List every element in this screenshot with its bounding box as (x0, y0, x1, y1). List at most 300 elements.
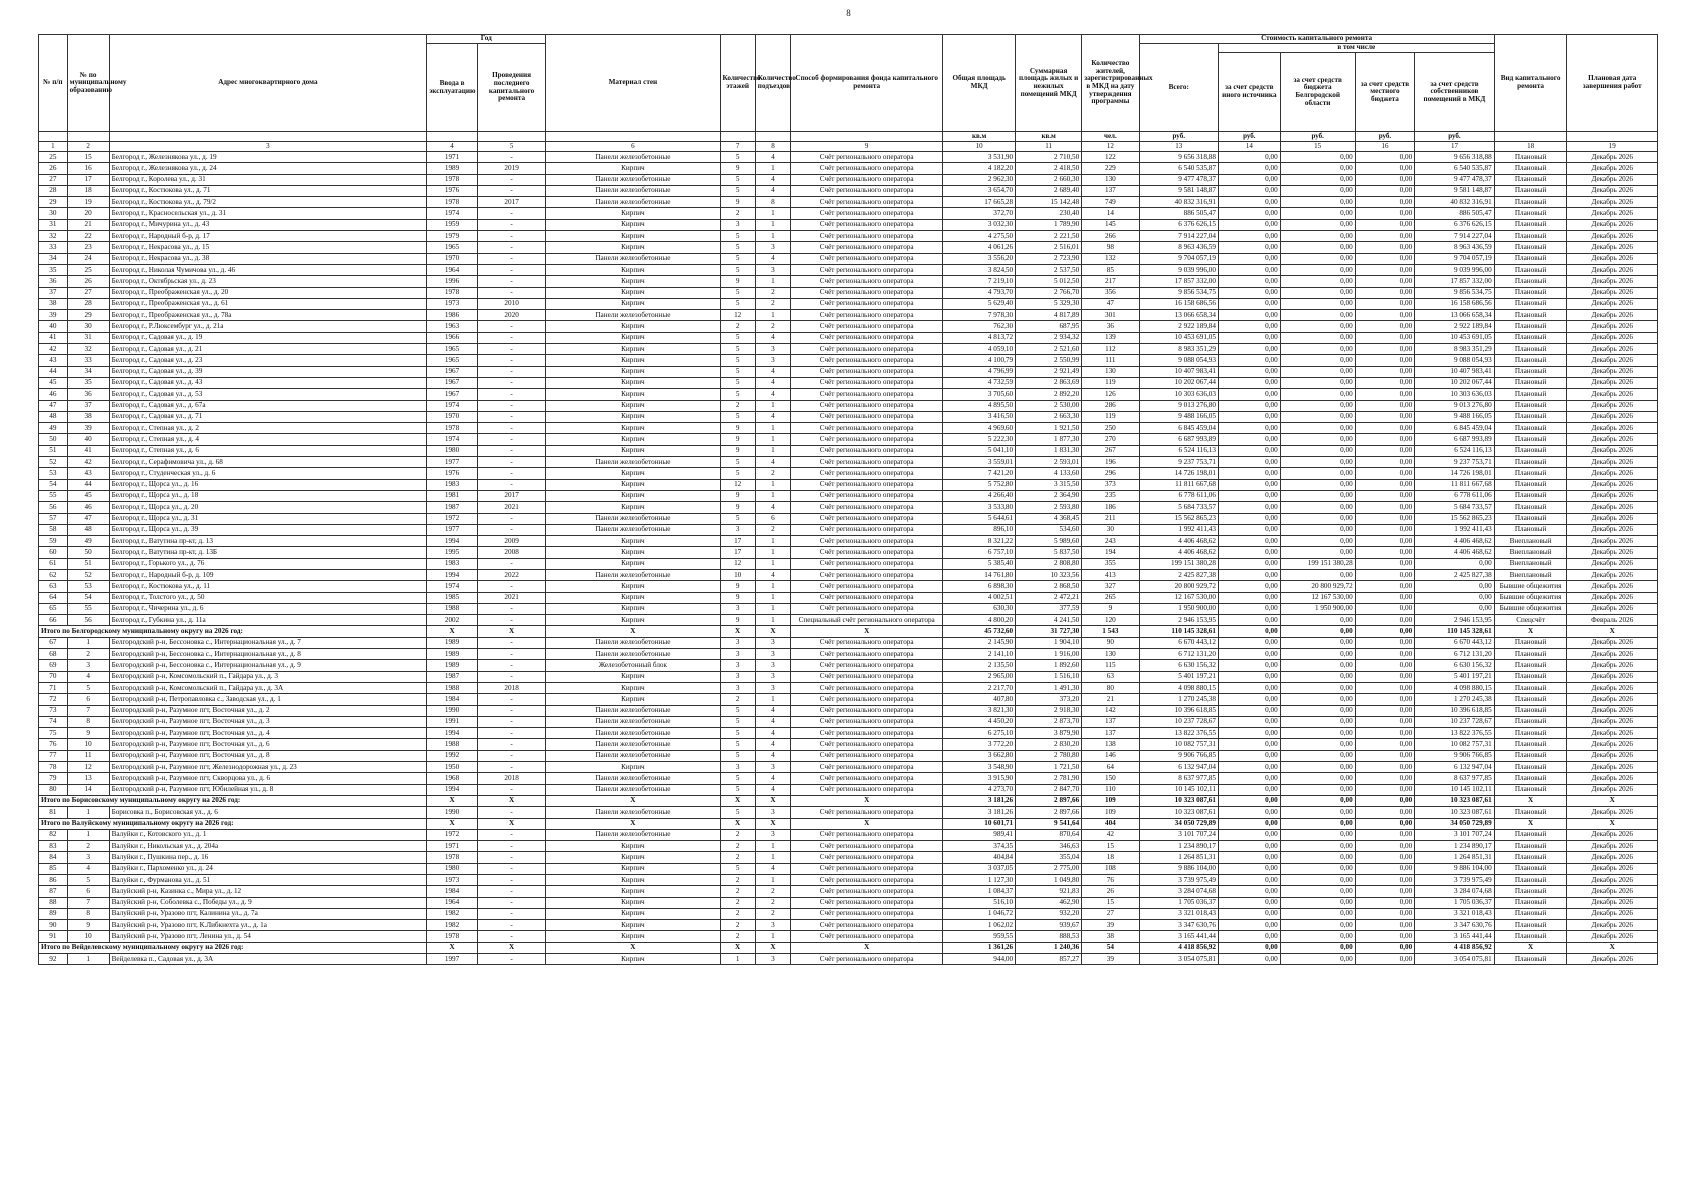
row-fund-method: Счёт регионального оператора (791, 558, 943, 569)
row-repair-kind: Плановый (1494, 242, 1567, 253)
total-label: Итого по Белгородскому муниципальному округу на 2026 год: (39, 626, 427, 637)
row-living-area: 4 817,89 (1016, 310, 1082, 321)
row-cost-other: 0,00 (1218, 649, 1280, 660)
row-index: 66 (39, 615, 68, 626)
header-floors: Количество этажей (720, 35, 755, 132)
row-index: 83 (39, 841, 68, 852)
total-cost-local: 0,00 (1355, 942, 1415, 953)
header-cost-local: за счет средств местного бюджета (1355, 53, 1415, 132)
row-cost-local: 0,00 (1355, 174, 1415, 185)
row-total-area: 989,41 (943, 829, 1016, 840)
row-cost-other: 0,00 (1218, 400, 1280, 411)
total-floors: X (720, 795, 755, 806)
table-body (39, 152, 1658, 965)
row-cost-other: 0,00 (1218, 750, 1280, 761)
row-index: 40 (39, 321, 68, 332)
row-living-area: 4 241,50 (1016, 615, 1082, 626)
row-fund-method: Счёт регионального оператора (791, 637, 943, 648)
total-cost-regional: 0,00 (1280, 626, 1355, 637)
row-cost-regional: 0,00 (1280, 310, 1355, 321)
row-address: Валуйки г., Фурманова ул., д. 51 (109, 875, 427, 886)
row-municipal-index: 33 (67, 355, 109, 366)
row-residents: 250 (1082, 423, 1139, 434)
row-cost-regional: 0,00 (1280, 457, 1355, 468)
row-repair-kind: Бывшие общежития (1494, 603, 1567, 614)
row-cost-local: 0,00 (1355, 716, 1415, 727)
column-number-cell: 8 (755, 142, 790, 152)
row-cost-total: 40 832 316,91 (1139, 197, 1218, 208)
row-repair-kind: Плановый (1494, 377, 1567, 388)
row-cost-total: 14 726 198,01 (1139, 468, 1218, 479)
row-municipal-index: 21 (67, 219, 109, 230)
row-cost-owners: 1 270 245,38 (1415, 694, 1494, 705)
column-number-cell: 12 (1082, 142, 1139, 152)
row-index: 37 (39, 287, 68, 298)
row-municipal-index: 39 (67, 423, 109, 434)
row-planned-date: Декабрь 2026 (1567, 231, 1658, 242)
row-year-built: 1997 (427, 954, 478, 965)
row-cost-total: 9 704 057,19 (1139, 253, 1218, 264)
row-residents: 286 (1082, 400, 1139, 411)
row-living-area: 2 766,70 (1016, 287, 1082, 298)
row-cost-owners: 0,00 (1415, 603, 1494, 614)
row-fund-method: Счёт регионального оператора (791, 298, 943, 309)
row-municipal-index: 1 (67, 829, 109, 840)
row-address: Белгород г., Садовая ул., д. 39 (109, 366, 427, 377)
row-fund-method: Счёт регионального оператора (791, 716, 943, 727)
row-index: 62 (39, 569, 68, 580)
row-walls: Кирпич (546, 355, 720, 366)
row-cost-local: 0,00 (1355, 411, 1415, 422)
total-planned-date: X (1567, 626, 1658, 637)
row-planned-date: Декабрь 2026 (1567, 253, 1658, 264)
row-cost-regional: 0,00 (1280, 502, 1355, 513)
row-year-repair: - (477, 886, 545, 897)
row-municipal-index: 3 (67, 660, 109, 671)
row-address: Вейделевка п., Садовая ул., д. 3А (109, 954, 427, 965)
row-year-built: 1981 (427, 490, 478, 501)
row-repair-kind: Плановый (1494, 931, 1567, 942)
row-floors: 5 (720, 287, 755, 298)
page-number: 8 (846, 8, 851, 18)
row-planned-date: Декабрь 2026 (1567, 457, 1658, 468)
row-total-area: 959,55 (943, 931, 1016, 942)
row-municipal-index: 26 (67, 276, 109, 287)
row-total-area: 3 533,80 (943, 502, 1016, 513)
row-total-area: 4 813,72 (943, 332, 1016, 343)
row-index: 56 (39, 502, 68, 513)
row-planned-date: Декабрь 2026 (1567, 671, 1658, 682)
row-entrances: 4 (755, 366, 790, 377)
unit-cell: кв.м (1016, 132, 1082, 142)
row-year-built: 1964 (427, 897, 478, 908)
row-entrances: 2 (755, 287, 790, 298)
total-residents: 54 (1082, 942, 1139, 953)
row-entrances: 4 (755, 784, 790, 795)
row-cost-local: 0,00 (1355, 954, 1415, 965)
row-walls: Панели железобетонные (546, 829, 720, 840)
row-residents: 109 (1082, 807, 1139, 818)
row-year-built: 1990 (427, 807, 478, 818)
row-fund-method: Счёт регионального оператора (791, 671, 943, 682)
total-walls: X (546, 626, 720, 637)
row-cost-total: 6 524 116,13 (1139, 445, 1218, 456)
row-year-built: 1965 (427, 344, 478, 355)
row-repair-kind: Плановый (1494, 841, 1567, 852)
row-repair-kind: Плановый (1494, 852, 1567, 863)
row-cost-other: 0,00 (1218, 784, 1280, 795)
row-cost-owners: 9 581 148,87 (1415, 185, 1494, 196)
row-walls: Кирпич (546, 852, 720, 863)
table-row (39, 807, 1658, 818)
table-row (39, 773, 1658, 784)
row-floors: 5 (720, 231, 755, 242)
row-municipal-index: 23 (67, 242, 109, 253)
row-municipal-index: 56 (67, 615, 109, 626)
row-cost-local: 0,00 (1355, 615, 1415, 626)
row-repair-kind: Плановый (1494, 366, 1567, 377)
row-cost-local: 0,00 (1355, 660, 1415, 671)
row-cost-regional: 0,00 (1280, 490, 1355, 501)
row-walls: Кирпич (546, 344, 720, 355)
row-cost-other: 0,00 (1218, 287, 1280, 298)
row-index: 54 (39, 479, 68, 490)
row-year-built: 1963 (427, 321, 478, 332)
row-planned-date: Декабрь 2026 (1567, 841, 1658, 852)
header-cost-owners: за счет средств собственников помещений в МКД (1415, 53, 1494, 132)
row-living-area: 373,20 (1016, 694, 1082, 705)
row-residents: 122 (1082, 152, 1139, 163)
row-floors: 5 (720, 863, 755, 874)
row-planned-date: Декабрь 2026 (1567, 389, 1658, 400)
row-index: 86 (39, 875, 68, 886)
unit-cell: руб. (1280, 132, 1355, 142)
row-fund-method: Счёт регионального оператора (791, 705, 943, 716)
row-municipal-index: 36 (67, 389, 109, 400)
row-repair-kind: Плановый (1494, 728, 1567, 739)
row-entrances: 3 (755, 355, 790, 366)
row-index: 85 (39, 863, 68, 874)
row-living-area: 346,63 (1016, 841, 1082, 852)
row-year-built: 1994 (427, 569, 478, 580)
row-year-repair: - (477, 750, 545, 761)
row-year-built: 1976 (427, 185, 478, 196)
row-year-repair: 2021 (477, 592, 545, 603)
row-municipal-index: 49 (67, 536, 109, 547)
row-floors: 9 (720, 276, 755, 287)
row-address: Белгород г., Студенческая ул., д. 6 (109, 468, 427, 479)
row-repair-kind: Плановый (1494, 762, 1567, 773)
row-cost-owners: 3 054 075,81 (1415, 954, 1494, 965)
row-cost-other: 0,00 (1218, 276, 1280, 287)
row-entrances: 1 (755, 434, 790, 445)
row-total-area: 3 824,50 (943, 264, 1016, 275)
row-cost-total: 3 054 075,81 (1139, 954, 1218, 965)
row-living-area: 857,27 (1016, 954, 1082, 965)
row-fund-method: Счёт регионального оператора (791, 400, 943, 411)
row-fund-method: Специальный счёт регионального оператора (791, 615, 943, 626)
row-repair-kind: Плановый (1494, 807, 1567, 818)
table-row (39, 863, 1658, 874)
row-living-area: 2 847,70 (1016, 784, 1082, 795)
row-residents: 30 (1082, 524, 1139, 535)
row-cost-local: 0,00 (1355, 784, 1415, 795)
row-municipal-index: 20 (67, 208, 109, 219)
row-floors: 1 (720, 954, 755, 965)
row-total-area: 14 761,80 (943, 569, 1016, 580)
row-repair-kind: Плановый (1494, 524, 1567, 535)
total-living-area: 9 541,64 (1016, 818, 1082, 829)
row-address: Белгородский р-н, Разумное пгт, Восточная ул., д. 4 (109, 728, 427, 739)
row-cost-other: 0,00 (1218, 863, 1280, 874)
row-year-repair: - (477, 762, 545, 773)
row-planned-date: Декабрь 2026 (1567, 603, 1658, 614)
total-planned-date: X (1567, 818, 1658, 829)
row-year-built: 1986 (427, 310, 478, 321)
row-address: Белгород г., Народный б-р, д. 17 (109, 231, 427, 242)
row-cost-owners: 4 098 880,15 (1415, 682, 1494, 693)
row-year-built: 1968 (427, 773, 478, 784)
row-floors: 17 (720, 547, 755, 558)
total-row (39, 795, 1658, 806)
row-year-repair: - (477, 716, 545, 727)
row-residents: 150 (1082, 773, 1139, 784)
total-label: Итого по Вейделевскому муниципальному округу на 2026 год: (39, 942, 427, 953)
row-cost-owners: 6 687 993,89 (1415, 434, 1494, 445)
row-walls: Кирпич (546, 468, 720, 479)
row-repair-kind: Плановый (1494, 231, 1567, 242)
row-total-area: 1 062,02 (943, 920, 1016, 931)
row-total-area: 4 732,59 (943, 377, 1016, 388)
row-fund-method: Счёт регионального оператора (791, 829, 943, 840)
row-residents: 111 (1082, 355, 1139, 366)
row-municipal-index: 30 (67, 321, 109, 332)
row-entrances: 2 (755, 524, 790, 535)
table-row (39, 208, 1658, 219)
row-address: Белгород г., Костюкова ул., д. 11 (109, 581, 427, 592)
row-walls: Кирпич (546, 558, 720, 569)
row-entrances: 1 (755, 536, 790, 547)
row-living-area: 4 368,45 (1016, 513, 1082, 524)
row-index: 81 (39, 807, 68, 818)
row-living-area: 3 879,90 (1016, 728, 1082, 739)
row-fund-method: Счёт регионального оператора (791, 185, 943, 196)
row-planned-date: Декабрь 2026 (1567, 863, 1658, 874)
row-cost-regional: 0,00 (1280, 705, 1355, 716)
row-entrances: 4 (755, 863, 790, 874)
column-number-cell: 6 (546, 142, 720, 152)
header-year-group: Год (427, 35, 546, 44)
row-cost-other: 0,00 (1218, 920, 1280, 931)
row-walls: Кирпич (546, 208, 720, 219)
row-living-area: 2 663,30 (1016, 411, 1082, 422)
row-cost-local: 0,00 (1355, 321, 1415, 332)
row-floors: 5 (720, 152, 755, 163)
row-year-built: 1974 (427, 400, 478, 411)
row-cost-regional: 0,00 (1280, 931, 1355, 942)
row-municipal-index: 22 (67, 231, 109, 242)
row-repair-kind: Плановый (1494, 773, 1567, 784)
row-total-area: 7 978,30 (943, 310, 1016, 321)
header-column-numbers-row (39, 142, 1658, 152)
row-planned-date: Декабрь 2026 (1567, 264, 1658, 275)
header-units-row (39, 132, 1658, 142)
row-cost-other: 0,00 (1218, 457, 1280, 468)
row-year-repair: - (477, 400, 545, 411)
row-repair-kind: Плановый (1494, 174, 1567, 185)
row-municipal-index: 42 (67, 457, 109, 468)
row-cost-total: 9 656 318,88 (1139, 152, 1218, 163)
row-year-repair: - (477, 423, 545, 434)
row-living-area: 2 808,80 (1016, 558, 1082, 569)
row-year-repair: - (477, 931, 545, 942)
row-residents: 39 (1082, 954, 1139, 965)
row-repair-kind: Плановый (1494, 908, 1567, 919)
row-address: Белгород г., Степная ул., д. 6 (109, 445, 427, 456)
row-cost-total: 6 132 947,04 (1139, 762, 1218, 773)
row-cost-local: 0,00 (1355, 253, 1415, 264)
row-total-area: 8 321,22 (943, 536, 1016, 547)
row-year-built: 1978 (427, 287, 478, 298)
row-cost-local: 0,00 (1355, 705, 1415, 716)
row-repair-kind: Плановый (1494, 739, 1567, 750)
row-floors: 5 (720, 784, 755, 795)
row-cost-owners: 9 856 534,75 (1415, 287, 1494, 298)
total-living-area: 2 897,66 (1016, 795, 1082, 806)
row-cost-total: 4 406 468,62 (1139, 536, 1218, 547)
table-row (39, 954, 1658, 965)
row-floors: 5 (720, 332, 755, 343)
row-index: 35 (39, 264, 68, 275)
row-planned-date: Декабрь 2026 (1567, 569, 1658, 580)
row-planned-date: Декабрь 2026 (1567, 784, 1658, 795)
row-year-repair: - (477, 208, 545, 219)
row-index: 77 (39, 750, 68, 761)
row-residents: 115 (1082, 660, 1139, 671)
row-municipal-index: 41 (67, 445, 109, 456)
total-living-area: 1 240,36 (1016, 942, 1082, 953)
row-residents: 39 (1082, 920, 1139, 931)
row-year-built: 1950 (427, 762, 478, 773)
row-cost-total: 13 066 658,34 (1139, 310, 1218, 321)
row-cost-local: 0,00 (1355, 558, 1415, 569)
row-cost-owners: 9 886 104,00 (1415, 863, 1494, 874)
row-repair-kind: Внеплановый (1494, 558, 1567, 569)
row-index: 84 (39, 852, 68, 863)
column-number-cell: 9 (791, 142, 943, 152)
row-cost-other: 0,00 (1218, 931, 1280, 942)
row-residents: 235 (1082, 490, 1139, 501)
row-walls: Панели железобетонные (546, 739, 720, 750)
row-cost-regional: 0,00 (1280, 649, 1355, 660)
row-address: Белгородский р-н, Комсомольский п., Гайдара ул., д. 3А (109, 682, 427, 693)
row-living-area: 870,64 (1016, 829, 1082, 840)
table-row (39, 231, 1658, 242)
row-index: 80 (39, 784, 68, 795)
header-cost-regional: за счет средств бюджета Белгородской области (1280, 53, 1355, 132)
row-floors: 2 (720, 920, 755, 931)
row-walls: Кирпич (546, 242, 720, 253)
row-cost-local: 0,00 (1355, 264, 1415, 275)
row-year-repair: - (477, 649, 545, 660)
row-floors: 10 (720, 569, 755, 580)
row-address: Белгород г., Мичурина ул., д. 43 (109, 219, 427, 230)
row-walls: Панели железобетонные (546, 174, 720, 185)
row-total-area: 7 421,20 (943, 468, 1016, 479)
row-municipal-index: 35 (67, 377, 109, 388)
row-planned-date: Декабрь 2026 (1567, 592, 1658, 603)
row-year-repair: - (477, 219, 545, 230)
total-label: Итого по Валуйскому муниципальному округу на 2026 год: (39, 818, 427, 829)
row-cost-regional: 0,00 (1280, 411, 1355, 422)
row-living-area: 2 364,90 (1016, 490, 1082, 501)
row-repair-kind: Плановый (1494, 197, 1567, 208)
row-total-area: 4 061,26 (943, 242, 1016, 253)
row-walls: Кирпич (546, 411, 720, 422)
row-walls: Кирпич (546, 400, 720, 411)
row-cost-local: 0,00 (1355, 219, 1415, 230)
row-entrances: 1 (755, 931, 790, 942)
table-row (39, 603, 1658, 614)
row-entrances: 4 (755, 502, 790, 513)
row-residents: 108 (1082, 863, 1139, 874)
row-floors: 2 (720, 908, 755, 919)
row-address: Белгородский р-н, Бессоновка с., Интернациональная ул., д. 8 (109, 649, 427, 660)
row-year-repair: - (477, 807, 545, 818)
table-row (39, 660, 1658, 671)
row-cost-other: 0,00 (1218, 445, 1280, 456)
row-floors: 5 (720, 366, 755, 377)
row-living-area: 377,59 (1016, 603, 1082, 614)
total-total-area: 45 732,60 (943, 626, 1016, 637)
row-entrances: 3 (755, 660, 790, 671)
header-repair-kind: Вид капитального ремонта (1494, 35, 1567, 132)
row-floors: 5 (720, 298, 755, 309)
table-row (39, 649, 1658, 660)
row-cost-owners: 6 132 947,04 (1415, 762, 1494, 773)
row-municipal-index: 29 (67, 310, 109, 321)
row-index: 79 (39, 773, 68, 784)
row-fund-method: Счёт регионального оператора (791, 490, 943, 501)
row-cost-owners: 3 739 975,49 (1415, 875, 1494, 886)
row-cost-regional: 0,00 (1280, 174, 1355, 185)
row-walls: Кирпич (546, 423, 720, 434)
row-floors: 9 (720, 581, 755, 592)
row-municipal-index: 53 (67, 581, 109, 592)
row-cost-owners: 6 540 535,87 (1415, 163, 1494, 174)
total-entrances: X (755, 942, 790, 953)
row-residents: 98 (1082, 242, 1139, 253)
row-planned-date: Декабрь 2026 (1567, 513, 1658, 524)
row-address: Белгород г., Ватутина пр-кт, д. 13 (109, 536, 427, 547)
table-row (39, 152, 1658, 163)
row-living-area: 355,04 (1016, 852, 1082, 863)
row-year-repair: - (477, 739, 545, 750)
row-fund-method: Счёт регионального оператора (791, 682, 943, 693)
row-entrances: 1 (755, 276, 790, 287)
row-cost-owners: 2 425 827,38 (1415, 569, 1494, 580)
row-living-area: 462,90 (1016, 897, 1082, 908)
row-residents: 14 (1082, 208, 1139, 219)
row-index: 27 (39, 174, 68, 185)
row-entrances: 1 (755, 208, 790, 219)
row-cost-owners: 9 704 057,19 (1415, 253, 1494, 264)
row-floors: 9 (720, 434, 755, 445)
row-floors: 5 (720, 705, 755, 716)
row-cost-regional: 0,00 (1280, 332, 1355, 343)
row-municipal-index: 9 (67, 728, 109, 739)
row-municipal-index: 19 (67, 197, 109, 208)
